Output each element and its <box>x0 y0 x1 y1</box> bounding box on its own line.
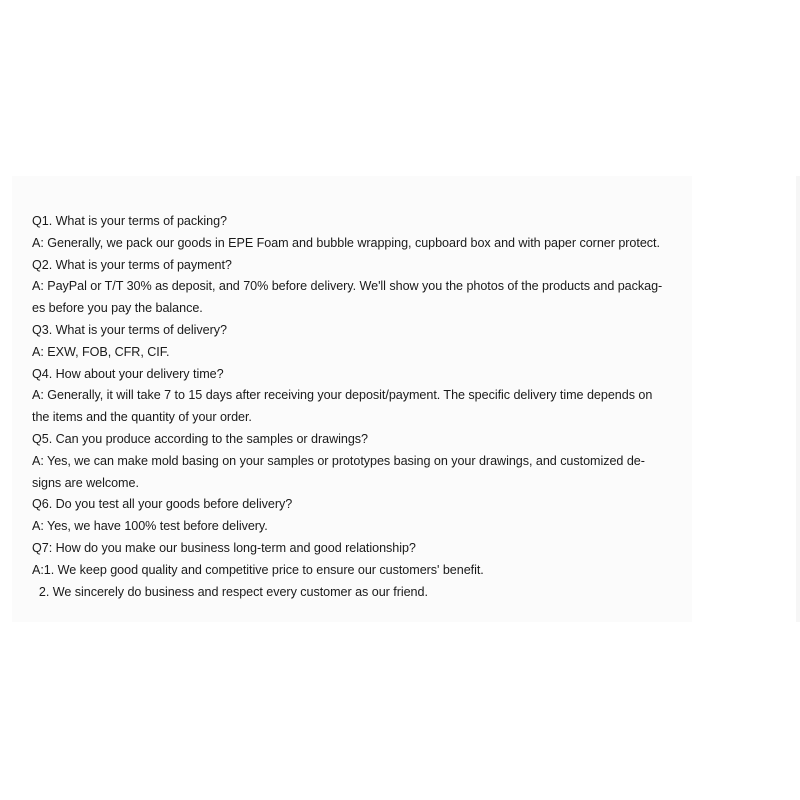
faq-question-1: Q1. What is your terms of packing? <box>32 214 227 228</box>
faq-answer-2-line-1: A: PayPal or T/T 30% as deposit, and 70% before delivery. We'll show you the photos of the products and packag- <box>32 279 663 294</box>
faq-question-7: Q7: How do you make our business long-term and good relationship? <box>32 540 416 555</box>
faq-question-6: Q6. Do you test all your goods before delivery? <box>32 497 293 512</box>
faq-question-3: Q3. What is your terms of delivery? <box>32 322 227 337</box>
faq-answer-4-line-1: A: Generally, it will take 7 to 15 days after receiving your deposit/payment. The specific delivery time depends on <box>32 388 653 403</box>
faq-text-block <box>32 211 682 603</box>
faq-question-5: Q5. Can you produce according to the samples or drawings? <box>32 431 368 446</box>
faq-answer-7-line-2: 2. We sincerely do business and respect every customer as our friend. <box>32 584 428 599</box>
faq-question-4: Q4. How about your delivery time? <box>32 366 224 381</box>
faq-answer-6: A: Yes, we have 100% test before delivery. <box>32 519 268 534</box>
faq-answer-1: A: Generally, we pack our goods in EPE Foam and bubble wrapping, cupboard box and with paper corner protect. <box>32 235 660 250</box>
faq-answer-4-line-2: the items and the quantity of your order. <box>32 410 252 425</box>
faq-answer-5-line-2: signs are welcome. <box>32 475 139 490</box>
faq-answer-3: A: EXW, FOB, CFR, CIF. <box>32 344 170 359</box>
faq-question-2: Q2. What is your terms of payment? <box>32 257 232 272</box>
faq-answer-7-line-1: A:1. We keep good quality and competitive price to ensure our customers' benefit. <box>32 562 484 577</box>
faq-answer-5-line-1: A: Yes, we can make mold basing on your samples or prototypes basing on your drawings, and customized de- <box>32 453 645 468</box>
right-edge-strip <box>796 176 800 622</box>
faq-answer-2-line-2: es before you pay the balance. <box>32 301 203 316</box>
faq-panel <box>12 176 692 622</box>
